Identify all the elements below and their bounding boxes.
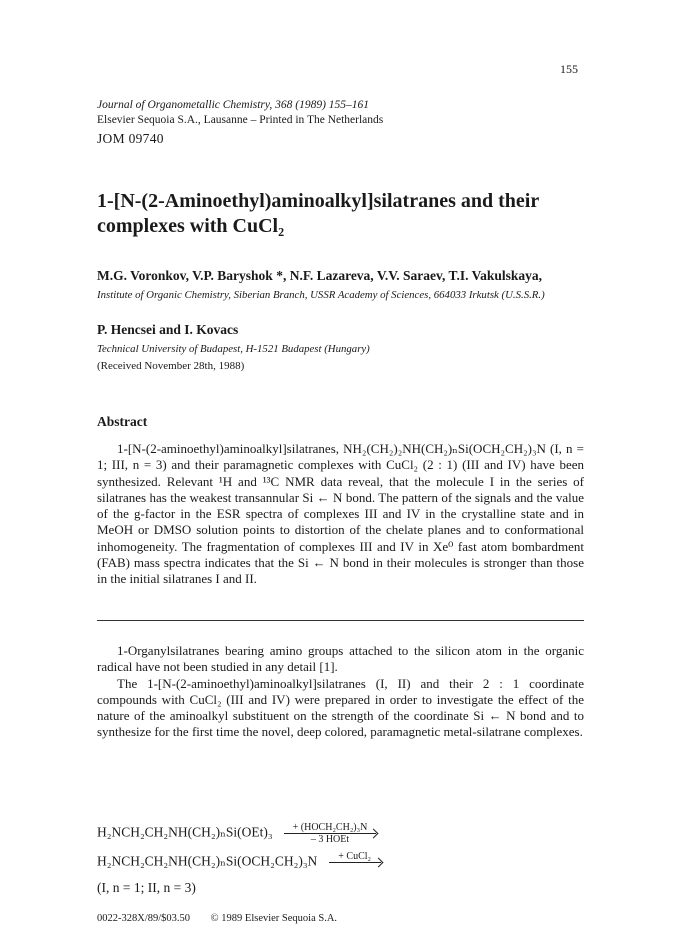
- intro-paragraph-2: The 1-[N-(2-aminoethyl)aminoalkyl]silatranes (I, II) and their 2 : 1 coordinate compounds with CuCl₂ (III and IV) were prepared in order to investigate the effect of the nature of the aminoalkyl substituent on the strength of the coordinate Si ← N bond and to synthesize for the first time the novel, deep colored, paramagnetic metal-silatrane complexes.: [97, 675, 584, 740]
- journal-reference: Journal of Organometallic Chemistry, 368 (1989) 155–161: [97, 99, 370, 111]
- section-divider: [97, 620, 584, 621]
- abstract-body: [97, 441, 584, 588]
- equation-2-reactant: H₂NCH₂CH₂NH(CH₂)ₙSi(OCH₂CH₂)₃N: [97, 853, 318, 869]
- abstract-heading: Abstract: [97, 414, 148, 429]
- arrow-1-byproduct: – 3 HOEt: [310, 834, 350, 845]
- received-date: (Received November 28th, 1988): [97, 360, 245, 372]
- arrow-2-reagent: + CuCl₂: [338, 851, 372, 862]
- page-number: 155: [560, 62, 578, 76]
- jom-code: JOM 09740: [97, 131, 164, 146]
- publisher-line: Elsevier Sequoia S.A., Lausanne – Printed in The Netherlands: [97, 114, 384, 126]
- affiliation-1: Institute of Organic Chemistry, Siberian Branch, USSR Academy of Sciences, 664033 Irkutsk (U.S.S.R.): [97, 289, 545, 301]
- journal-header: [97, 98, 383, 128]
- abstract-text: 1-[N-(2-aminoethyl)aminoalkyl]silatranes, NH₂(CH₂)₂NH(CH₂)ₙSi(OCH₂CH₂)₃N (I, n = 1; III, n = 3) and their paramagnetic complexes with CuCl₂ (2 : 1) (III and IV) have been synthesized. Relevant ¹H and ¹³C NMR data reveal, that the molecule I in the series of silatranes has the weakest transannular Si ← N bond. The pattern of the signals and the value of the g-factor in the ESR spectra of complexes III and IV in the crystalline state and in MeOH or DMSO solution points to distortion of the chelate planes and to conformational inhomogeneity. The fragmentation of complexes III and IV in Xe⁰ fast atom bombardment (FAB) mass spectra indicates that the Si ← N bond in their molecules is stronger than those in the initial silatranes I and II.: [97, 441, 584, 587]
- reaction-equation-1: [97, 822, 376, 845]
- article-title: 1-[N-(2-Aminoethyl)aminoalkyl]silatranes and their complexes with CuCl₂: [97, 190, 539, 237]
- footer-copyright: © 1989 Elsevier Sequoia S.A.: [210, 913, 338, 924]
- reaction-arrow-2: [329, 851, 381, 874]
- author-list-1: M.G. Voronkov, V.P. Baryshok *, N.F. Lazareva, V.V. Saraev, T.I. Vakulskaya,: [97, 268, 543, 283]
- author-list-2: P. Hencsei and I. Kovacs: [97, 322, 239, 337]
- footer-code: 0022-328X/89/$03.50: [97, 913, 191, 924]
- reaction-arrow-1: [284, 822, 376, 845]
- arrow-2-line: [329, 862, 381, 863]
- introduction: [97, 643, 584, 741]
- reaction-equation-2: [97, 851, 381, 874]
- compound-legend: (I, n = 1; II, n = 3): [97, 880, 196, 895]
- equation-1-reactant: H₂NCH₂CH₂NH(CH₂)ₙSi(OEt)₃: [97, 824, 273, 840]
- footer: [97, 913, 337, 924]
- affiliation-2: Technical University of Budapest, H-1521 Budapest (Hungary): [97, 343, 370, 355]
- arrow-1-line: [284, 833, 376, 834]
- intro-paragraph-1: 1-Organylsilatranes bearing amino groups attached to the silicon atom in the organic radical have not been studied in any detail [1].: [97, 643, 584, 675]
- arrow-1-reagent: + (HOCH₂CH₂)₃N: [292, 822, 368, 833]
